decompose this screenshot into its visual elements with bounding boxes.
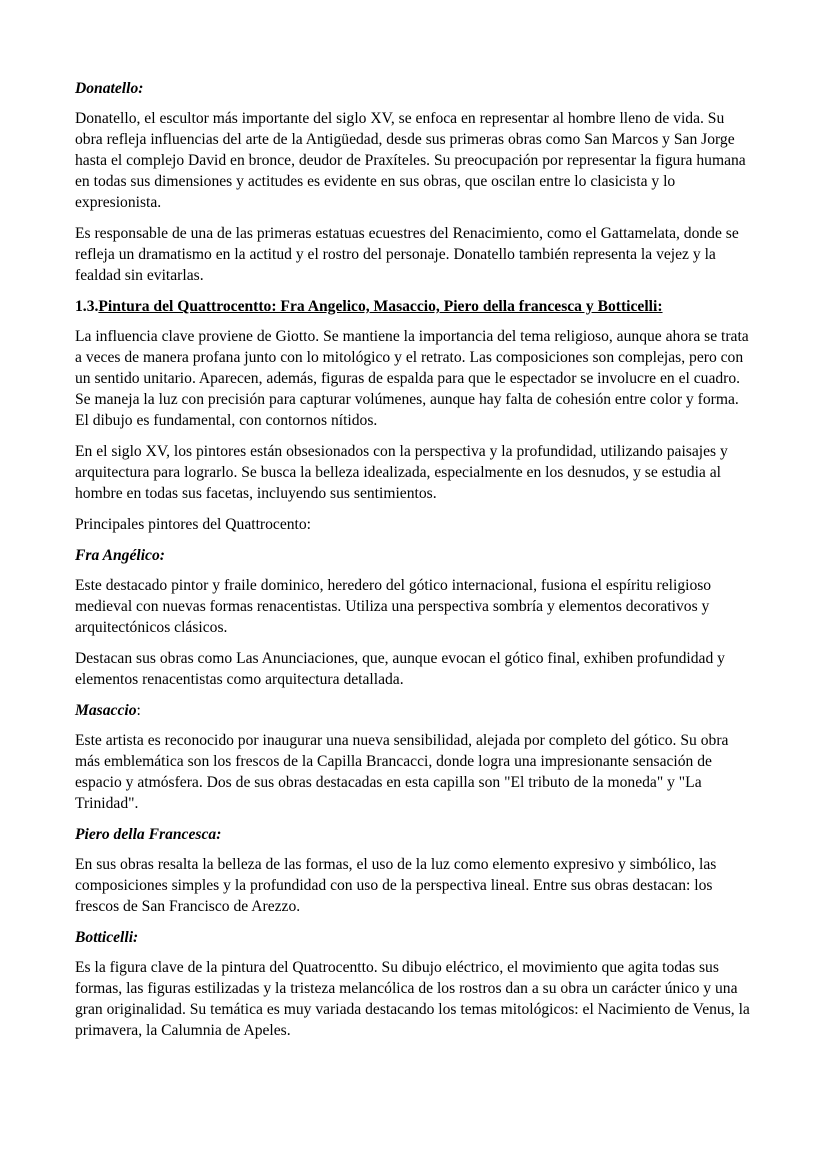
section-number: 1.3.: [75, 298, 99, 315]
principales-intro: Principales pintores del Quattrocento:: [75, 516, 312, 533]
fra-angelico-heading: Fra Angélico:: [75, 547, 165, 564]
donatello-paragraph-1: Donatello, el escultor más importante del siglo XV, se enfoca en representar al hombre lleno de vida. Su obra refleja influencias del arte de la Antigüedad, desde sus primeras obras como San Marcos y San Jorge hasta el complejo David en bronce, deudor de Praxíteles. Su preocupación por representar la figura humana en todas sus dimensiones y actitudes es evidente en sus obras, que oscilan entre lo clasicista y lo expresionista.: [75, 110, 746, 211]
document-page: [75, 78, 755, 1051]
pintura-paragraph-2: En el siglo XV, los pintores están obsesionados con la perspectiva y la profundidad, utilizando paisajes y arquitectura para lograrlo. Se busca la belleza idealizada, especialmente en los desnudos, y se estudia al hombre en todas sus facetas, incluyendo sus sentimientos.: [75, 443, 728, 502]
masaccio-heading-colon: :: [136, 702, 141, 719]
section-heading-1-3: [75, 296, 755, 317]
piero-paragraph-1: En sus obras resalta la belleza de las formas, el uso de la luz como elemento expresivo y simbólico, las composiciones simples y la profundidad con uso de la perspectiva lineal. Entre sus obras destacan: los frescos de San Francisco de Arezzo.: [75, 856, 717, 915]
botticelli-heading: Botticelli:: [75, 929, 139, 946]
masaccio-heading: [75, 700, 755, 721]
masaccio-paragraph-1: Este artista es reconocido por inaugurar una nueva sensibilidad, alejada por completo del gótico. Su obra más emblemática son los frescos de la Capilla Brancacci, donde logra una impresionante sensación de espacio y atmósfera. Dos de sus obras destacadas en esta capilla son "El tributo de la moneda" y "La Trinidad".: [75, 732, 729, 812]
fra-angelico-paragraph-2: Destacan sus obras como Las Anunciaciones, que, aunque evocan el gótico final, exhiben profundidad y elementos renacentistas como arquitectura detallada.: [75, 650, 725, 688]
masaccio-heading-text: Masaccio: [75, 702, 137, 719]
pintura-paragraph-1: La influencia clave proviene de Giotto. Se mantiene la importancia del tema religioso, aunque ahora se trata a veces de manera profana junto con lo mitológico y el retrato. Las composiciones son complejas, pero con un sentido unitario. Aparecen, además, figuras de espalda para que le espectador se involucre en el cuadro. Se maneja la luz con precisión para capturar volúmenes, aunque hay falta de cohesión entre color y forma. El dibujo es fundamental, con contornos nítidos.: [75, 328, 749, 429]
donatello-heading: Donatello:: [75, 80, 144, 97]
donatello-paragraph-2: Es responsable de una de las primeras estatuas ecuestres del Renacimiento, como el Gattamelata, donde se refleja un dramatismo en la actitud y el rostro del personaje. Donatello también representa la vejez y la fealdad sin evitarlas.: [75, 225, 739, 284]
section-title: Pintura del Quattrocentto: Fra Angelico, Masaccio, Piero della francesca y Botticelli:: [98, 298, 663, 315]
piero-heading: Piero della Francesca:: [75, 826, 222, 843]
botticelli-paragraph-1: Es la figura clave de la pintura del Quatrocentto. Su dibujo eléctrico, el movimiento que agita todas sus formas, las figuras estilizadas y la tristeza melancólica de los rostros dan a su obra un carácter único y una gran originalidad. Su temática es muy variada destacando los temas mitológicos: el Nacimiento de Venus, la primavera, la Calumnia de Apeles.: [75, 959, 750, 1039]
fra-angelico-paragraph-1: Este destacado pintor y fraile dominico, heredero del gótico internacional, fusiona el espíritu religioso medieval con nuevas formas renacentistas. Utiliza una perspectiva sombría y elementos decorativos y arquitectónicos clásicos.: [75, 577, 712, 636]
